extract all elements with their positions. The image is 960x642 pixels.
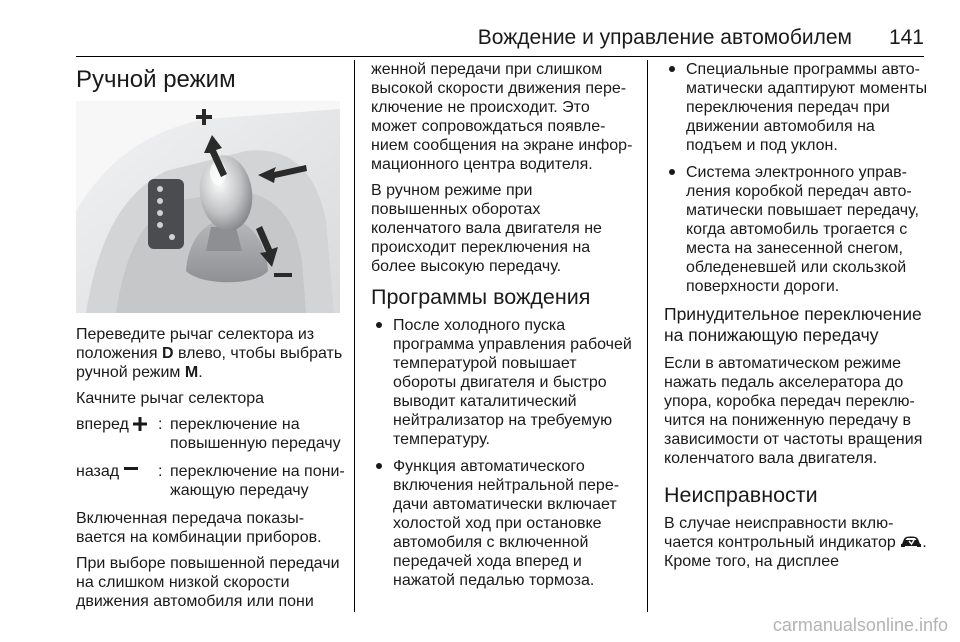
section-heading-driving-programs: Программы вождения: [371, 285, 591, 309]
minus-icon: [274, 273, 292, 277]
tap-definitions: [76, 415, 348, 500]
plus-icon: [133, 417, 147, 431]
list-item: Система электронного управления коробкой передач автоматически повышает передачу, когда автомобиль трогается с места на занесенной снегом, обледеневшей или скользкой поверхности дороги.: [664, 163, 929, 296]
column-divider: [647, 60, 648, 612]
forward-row: вперед : переключение на повышенную передачу: [76, 416, 341, 452]
special-programs-list: [664, 60, 929, 296]
column-3: [664, 60, 929, 578]
column-1: [76, 60, 348, 618]
tap-instruction: Качните рычаг селектора: [76, 390, 265, 407]
list-item: После холодного пуска программа управления рабочей температурой повышает обороты двигателя и быстро выводит каталитический нейтрализатор на требуемую температуру.: [371, 316, 633, 449]
watermark: carmanualsonline.info: [772, 615, 948, 635]
section-heading-kickdown: Принудительное переключение на понижающую передачу: [664, 304, 922, 345]
continued-paragraph: женной передачи при слишком высокой скорости движения переключение не происходит. Это может сопровождаться появлением сообщения на экране информационного центра водителя.: [371, 61, 633, 173]
kickdown-paragraph: Если в автоматическом режиме нажать педаль акселератора до упора, коробка передач переключится на пониженную передачу в зависимости от частоты вращения коленчатого вала двигателя.: [664, 355, 923, 467]
section-heading-faults: Неисправности: [664, 483, 818, 507]
gear-display-paragraph: Включенная передача показывается на комбинации приборов.: [76, 510, 322, 546]
column-divider: [354, 60, 355, 612]
back-row: назад : переключение на понижающую передачу: [76, 463, 345, 499]
gear-shifter-image: [76, 101, 340, 313]
manual-rpm-paragraph: В ручном режиме при повышенных оборотах коленчатого вала двигателя не происходит переключения на более высокую передачу.: [371, 182, 602, 275]
fault-paragraph: В случае неисправности включается контрольный индикатор . Кроме того, на дисплее: [664, 515, 927, 570]
page-number: 141: [888, 26, 924, 49]
list-item: Специальные программы автоматически адаптируют моменты переключения передач при движении автомобиля на подъем и под уклон.: [664, 60, 929, 155]
gear-selector-illustration: [76, 101, 340, 313]
intro-paragraph: Переведите рычаг селектора из положения D влево, чтобы выбрать ручной режим M.: [76, 326, 343, 381]
page-header: [76, 24, 924, 57]
header-title: Вождение и управление автомобилем: [477, 26, 852, 49]
driving-programs-list: [371, 316, 633, 590]
list-item: Функция автоматического включения нейтральной передачи автоматически включает холостой ход при остановке автомобиля с включенной передачей хода вперед и нажатой педалью тормоза.: [371, 457, 633, 590]
gear-select-paragraph: При выборе повышенной передачи на слишком низкой скорости движения автомобиля или пони: [76, 555, 340, 610]
section-heading-manual-mode: Ручной режим: [76, 66, 236, 93]
column-2: [371, 60, 633, 598]
minus-icon: [124, 464, 138, 478]
car-warning-icon: [900, 535, 922, 549]
